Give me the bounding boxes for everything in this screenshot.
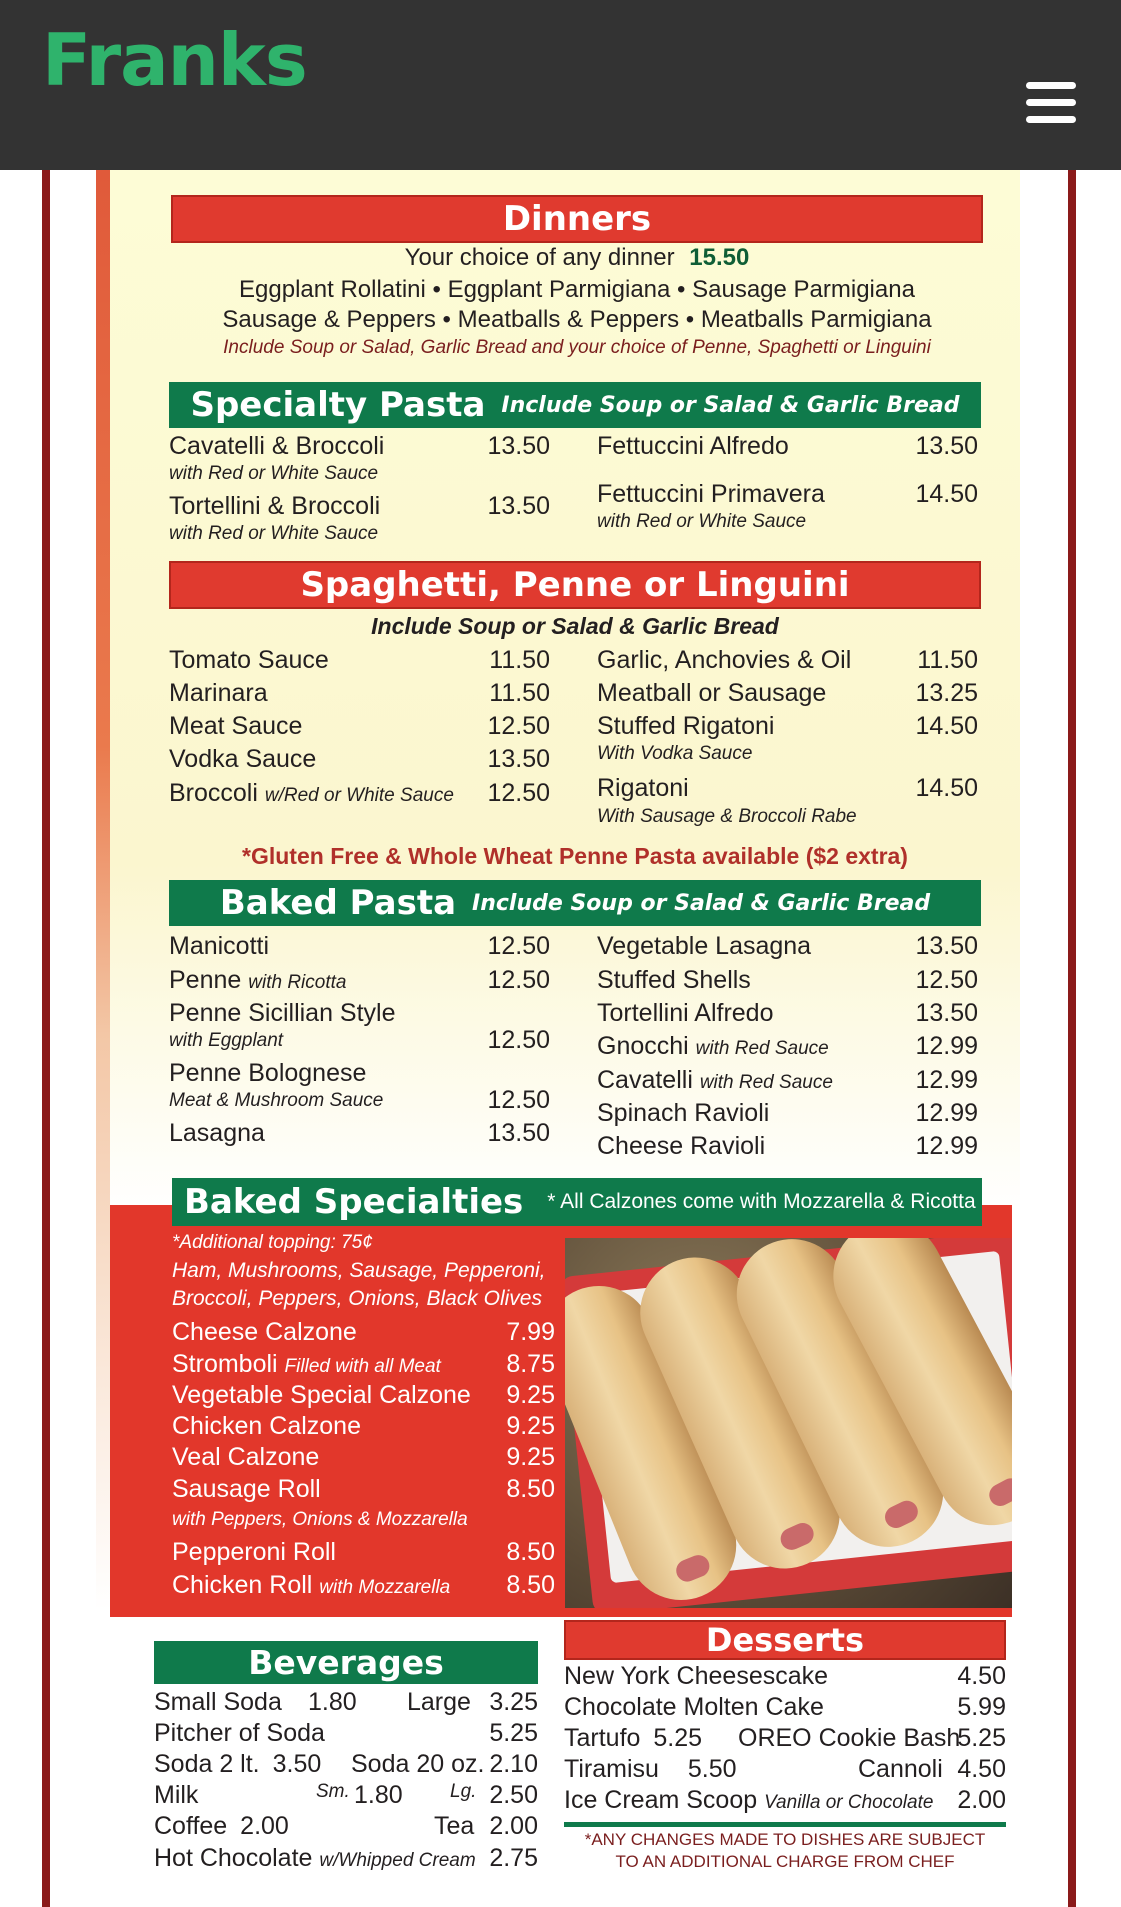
beverage-price: 2.50 — [489, 1781, 538, 1809]
menu-item-name: Meatball or Sausage — [597, 679, 827, 707]
beverage-price: 2.10 — [489, 1750, 538, 1778]
menu-item-price: 8.50 — [506, 1538, 555, 1566]
menu-item-name: Pepperoni Roll — [172, 1538, 336, 1566]
menu-item-name: Vegetable Special Calzone — [172, 1381, 471, 1409]
menu-item-price: 12.50 — [915, 966, 978, 994]
beverage-row — [154, 1688, 538, 1717]
beverage-price: 1.80 — [308, 1688, 357, 1716]
menu-item-price: 13.50 — [487, 432, 550, 460]
menu-item-price: 8.75 — [506, 1350, 555, 1378]
dinners-line-2: Sausage & Peppers • Meatballs & Peppers • Meatballs Parmigiana — [222, 306, 932, 333]
spaghetti-banner — [169, 561, 981, 609]
menu-item-price: 14.50 — [915, 774, 978, 802]
dinners-choice — [171, 244, 983, 272]
menu-item-name: Tomato Sauce — [169, 646, 329, 674]
topping-note: *Additional topping: 75¢ — [172, 1232, 373, 1253]
menu-item-name: Vegetable Lasagna — [597, 932, 812, 960]
dessert-name: Cannoli — [858, 1755, 943, 1783]
beverage-row — [154, 1750, 538, 1779]
menu-item-name — [597, 1066, 833, 1095]
menu-frame-left — [42, 170, 50, 1907]
menu-item-name: Stuffed Shells — [597, 966, 751, 994]
beverage-name: Pitcher of Soda — [154, 1719, 325, 1747]
dinners-note: Include Soup or Salad, Garlic Bread and your choice of Penne, Spaghetti or Linguini — [223, 337, 931, 358]
menu-item-desc: Meat & Mushroom Sauce — [169, 1090, 384, 1111]
hamburger-menu-icon[interactable] — [1026, 82, 1076, 124]
menu-item-name: Vodka Sauce — [169, 745, 317, 773]
menu-item-name: Rigatoni — [597, 774, 689, 802]
baked-pasta-banner — [169, 880, 981, 926]
baked-pasta-subtitle: Include Soup or Salad & Garlic Bread — [472, 890, 931, 916]
item-desc-inline: Filled with all Meat — [284, 1356, 441, 1377]
topping-list-1: Ham, Mushrooms, Sausage, Pepperoni, — [172, 1259, 546, 1282]
dessert-row — [564, 1662, 1006, 1691]
menu-item-name: Penne Sicillian Style — [169, 999, 396, 1027]
menu-item-price: 13.50 — [915, 932, 978, 960]
item-name-text: Broccoli — [169, 779, 258, 807]
baked-pasta-title: Baked Pasta — [219, 883, 457, 923]
menu-item-name: Chicken Calzone — [172, 1412, 361, 1440]
dinners-banner — [171, 195, 983, 243]
menu-item-price: 9.25 — [506, 1381, 555, 1409]
beverage-row — [154, 1719, 538, 1748]
menu-item-price: 12.99 — [915, 1099, 978, 1127]
dessert-price: 4.50 — [957, 1755, 1006, 1783]
specialty-pasta-title: Specialty Pasta — [190, 385, 486, 425]
item-desc-inline: with Mozzarella — [319, 1577, 451, 1598]
menu-item-desc: With Vodka Sauce — [597, 743, 753, 764]
menu-item-desc: with Red or White Sauce — [169, 523, 379, 544]
gluten-free-note: *Gluten Free & Whole Wheat Penne Pasta available ($2 extra) — [242, 843, 908, 869]
beverage-row — [154, 1844, 538, 1873]
beverage-name: Coffee — [154, 1812, 228, 1840]
menu-item-price: 14.50 — [915, 480, 978, 508]
beverages-banner — [154, 1641, 538, 1684]
dessert-price: 5.99 — [957, 1693, 1006, 1721]
beverage-price: 3.25 — [489, 1688, 538, 1716]
item-name-text: Cavatelli — [597, 1066, 693, 1094]
dessert-price: 5.50 — [687, 1755, 737, 1783]
menu-item-desc: with Red or White Sauce — [597, 511, 807, 532]
menu-item-name: Tortellini & Broccoli — [169, 492, 381, 520]
menu-item-price: 12.99 — [915, 1132, 978, 1160]
menu-item-price: 8.50 — [506, 1571, 555, 1599]
top-navbar — [0, 0, 1121, 170]
baked-specialties-title: Baked Specialties — [184, 1182, 524, 1222]
menu-item-desc: with Eggplant — [169, 1030, 284, 1051]
menu-item-name: Stuffed Rigatoni — [597, 712, 775, 740]
dessert-name: Tartufo — [564, 1724, 641, 1752]
dessert-price: 5.25 — [653, 1724, 703, 1752]
beverage-name: Large — [407, 1688, 471, 1716]
beverage-price: 3.50 — [272, 1750, 322, 1778]
item-desc-inline: with Ricotta — [248, 972, 347, 993]
menu-item-name: Spinach Ravioli — [597, 1099, 770, 1127]
menu-item-price: 12.50 — [487, 966, 550, 994]
menu-item-name: Manicotti — [169, 932, 270, 960]
dessert-row — [564, 1724, 1006, 1753]
menu-item-name — [172, 1571, 450, 1600]
specialty-pasta-banner — [169, 382, 981, 428]
menu-item-price: 13.50 — [487, 492, 550, 520]
brand-logo[interactable]: Franks — [42, 18, 307, 102]
menu-item-name: Garlic, Anchovies & Oil — [597, 646, 852, 674]
dessert-name: Ice Cream Scoop — [564, 1786, 758, 1814]
beverage-name: Hot Chocolate — [154, 1844, 313, 1872]
spaghetti-subtitle: Include Soup or Salad & Garlic Bread — [371, 613, 779, 639]
menu-item-desc: with Red or White Sauce — [169, 463, 379, 484]
menu-item-name — [597, 1032, 829, 1061]
beverage-price: 2.75 — [489, 1844, 538, 1872]
menu-item-price: 12.50 — [487, 932, 550, 960]
menu-item-price: 9.25 — [506, 1412, 555, 1440]
dinners-title: Dinners — [502, 199, 652, 239]
menu-item-name: Penne Bolognese — [169, 1059, 367, 1087]
beverage-price: 5.25 — [489, 1719, 538, 1747]
item-desc-inline: with Red Sauce — [699, 1072, 833, 1093]
menu-item-price: 11.50 — [489, 679, 550, 707]
menu-item-price: 13.25 — [915, 679, 978, 707]
beverages-title: Beverages — [248, 1643, 444, 1682]
menu-item-price: 12.50 — [487, 712, 550, 740]
menu-item-price: 13.50 — [487, 1119, 550, 1147]
menu-item-name: Cheese Calzone — [172, 1318, 357, 1346]
menu-item-name — [172, 1350, 441, 1379]
baked-specialties-banner — [172, 1178, 982, 1226]
menu-item-name: Cavatelli & Broccoli — [169, 432, 385, 460]
menu-item-name — [169, 779, 454, 808]
beverage-size: Lg. — [450, 1781, 477, 1802]
item-name-text: Chicken Roll — [172, 1571, 313, 1599]
menu-item-price: 12.99 — [915, 1066, 978, 1094]
beverage-price: 2.00 — [489, 1812, 538, 1840]
beverage-desc: w/Whipped Cream — [319, 1850, 476, 1871]
menu-item-price: 13.50 — [915, 432, 978, 460]
topping-list-2: Broccoli, Peppers, Onions, Black Olives — [172, 1287, 542, 1310]
beverage-size: Sm. — [316, 1781, 350, 1802]
spaghetti-title: Spaghetti, Penne or Linguini — [300, 565, 850, 605]
dessert-name: Tiramisu — [564, 1755, 659, 1783]
menu-item-price: 13.50 — [487, 745, 550, 773]
dessert-desc: Vanilla or Chocolate — [764, 1792, 934, 1813]
menu-item-price: 8.50 — [506, 1475, 555, 1503]
beverage-name: Small Soda — [154, 1688, 282, 1716]
beverage-row — [154, 1812, 538, 1841]
menu-item-price: 12.50 — [487, 1086, 550, 1114]
menu-item-name — [169, 966, 346, 995]
item-name-text: Gnocchi — [597, 1032, 689, 1060]
dessert-name: OREO Cookie Bash — [738, 1724, 961, 1752]
baked-specialties-subtitle: * All Calzones come with Mozzarella & Ricotta — [547, 1190, 976, 1213]
dinners-choice-text: Your choice of any dinner — [404, 244, 675, 271]
menu-item-name: Marinara — [169, 679, 268, 707]
calzone-photo — [565, 1238, 1012, 1608]
dessert-name: Chocolate Molten Cake — [564, 1693, 824, 1721]
chef-charge-note-2: TO AN ADDITIONAL CHARGE FROM CHEF — [615, 1852, 955, 1871]
beverage-price: 1.80 — [354, 1781, 403, 1809]
menu-item-desc: With Sausage & Broccoli Rabe — [597, 806, 857, 827]
dinners-line-1: Eggplant Rollatini • Eggplant Parmigiana • Sausage Parmigiana — [239, 276, 915, 303]
dessert-row — [564, 1693, 1006, 1722]
menu-item-price: 12.50 — [487, 1026, 550, 1054]
chef-charge-note-1: *ANY CHANGES MADE TO DISHES ARE SUBJECT — [584, 1830, 986, 1849]
dessert-row — [564, 1786, 1006, 1815]
beverage-price: 2.00 — [240, 1812, 289, 1840]
menu-item-name: Veal Calzone — [172, 1443, 320, 1471]
dessert-name: New York Cheesescake — [564, 1662, 829, 1690]
beverage-name: Tea — [434, 1812, 475, 1840]
desserts-banner — [564, 1620, 1006, 1660]
beverage-row — [154, 1781, 538, 1810]
dinners-choice-price: 15.50 — [689, 244, 750, 271]
menu-edge-strip — [96, 170, 110, 1610]
menu-item-name: Fettuccini Alfredo — [597, 432, 789, 460]
menu-item-price: 11.50 — [489, 646, 550, 674]
menu-item-name: Lasagna — [169, 1119, 265, 1147]
menu-item-name: Meat Sauce — [169, 712, 303, 740]
desserts-divider — [564, 1822, 1006, 1827]
dessert-price: 5.25 — [957, 1724, 1006, 1752]
specialty-pasta-subtitle: Include Soup or Salad & Garlic Bread — [501, 392, 960, 418]
item-name-text: Stromboli — [172, 1350, 278, 1378]
menu-item-name: Fettuccini Primavera — [597, 480, 825, 508]
menu-item-price: 14.50 — [915, 712, 978, 740]
menu-item-price: 7.99 — [506, 1318, 555, 1346]
item-desc-inline: with Red Sauce — [695, 1038, 829, 1059]
desserts-title: Desserts — [705, 1621, 865, 1659]
item-desc-inline: w/Red or White Sauce — [264, 785, 454, 806]
menu-item-name: Sausage Roll — [172, 1475, 321, 1503]
menu-item-price: 12.50 — [487, 779, 550, 807]
menu-item-price: 11.50 — [917, 646, 978, 674]
beverage-name: Milk — [154, 1781, 199, 1809]
dessert-price: 4.50 — [957, 1662, 1006, 1690]
dessert-price: 2.00 — [957, 1786, 1006, 1814]
dessert-row — [564, 1755, 1006, 1784]
menu-frame-right — [1068, 170, 1076, 1907]
menu-item-name: Cheese Ravioli — [597, 1132, 766, 1160]
item-name-text: Penne — [169, 966, 242, 994]
menu-item-price: 12.99 — [915, 1032, 978, 1060]
beverage-name: Soda 2 lt. — [154, 1750, 260, 1778]
menu-item-price: 13.50 — [915, 999, 978, 1027]
beverage-name: Soda 20 oz. — [351, 1750, 485, 1778]
menu-item-name: Tortellini Alfredo — [597, 999, 774, 1027]
menu-item-desc: with Peppers, Onions & Mozzarella — [172, 1509, 468, 1530]
menu-item-price: 9.25 — [506, 1443, 555, 1471]
